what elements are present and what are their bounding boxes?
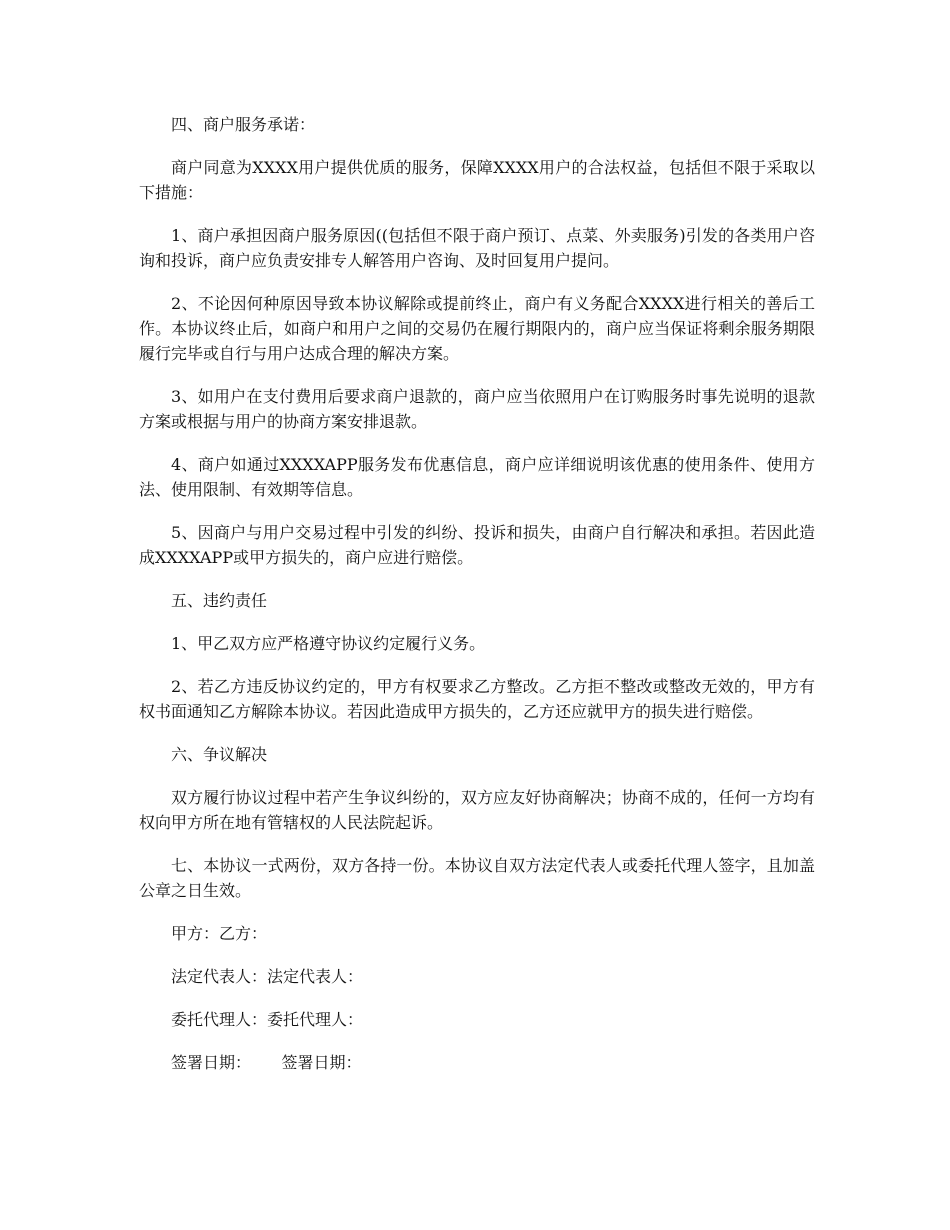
paragraph: 1、甲乙双方应严格遵守协议约定履行义务。 (171, 634, 486, 653)
signature-legal-representative-line: 法定代表人：法定代表人： (171, 967, 364, 986)
signature-date-line: 签署日期： 签署日期： (171, 1053, 362, 1072)
signature-authorized-agent-line: 委托代理人：委托代理人： (171, 1010, 364, 1029)
paragraph: 2、若乙方违反协议约定的，甲方有权要求乙方整改。乙方拒不整改或整改无效的，甲方有权书面通知乙方解除本协议。若因此造成甲方损失的，乙方还应就甲方的损失进行赔偿。 (139, 677, 815, 721)
paragraph: 4、商户如通过XXXXAPP服务发布优惠信息，商户应详细说明该优惠的使用条件、使用方法、使用限制、有效期等信息。 (139, 455, 815, 499)
paragraph: 七、本协议一式两份，双方各持一份。本协议自双方法定代表人或委托代理人签字，且加盖公章之日生效。 (139, 856, 815, 900)
signature-party-line: 甲方：乙方： (171, 924, 268, 943)
paragraph: 3、如用户在支付费用后要求商户退款的，商户应当依照用户在订购服务时事先说明的退款方案或根据与用户的协商方案安排退款。 (139, 387, 815, 431)
section-heading-dispute-resolution: 六、争议解决 (171, 745, 268, 764)
section-heading-breach-liability: 五、违约责任 (171, 591, 268, 610)
document-page (139, 112, 815, 1093)
paragraph: 双方履行协议过程中若产生争议纠纷的，双方应友好协商解决；协商不成的，任何一方均有权向甲方所在地有管辖权的人民法院起诉。 (139, 788, 815, 832)
paragraph: 商户同意为XXXX用户提供优质的服务，保障XXXX用户的合法权益，包括但不限于采取以下措施： (139, 158, 815, 202)
paragraph: 2、不论因何种原因导致本协议解除或提前终止，商户有义务配合XXXX进行相关的善后工作。本协议终止后，如商户和用户之间的交易仍在履行期限内的，商户应当保证将剩余服务期限履行完毕或自行与用户达成合理的解决方案。 (139, 294, 815, 363)
section-heading-merchant-commitment: 四、商户服务承诺： (171, 115, 316, 134)
paragraph: 5、因商户与用户交易过程中引发的纠纷、投诉和损失，由商户自行解决和承担。若因此造成XXXXAPP或甲方损失的，商户应进行赔偿。 (139, 523, 815, 567)
paragraph: 1、商户承担因商户服务原因((包括但不限于商户预订、点菜、外卖服务)引发的各类用户咨询和投诉，商户应负责安排专人解答用户咨询、及时回复用户提问。 (139, 226, 815, 270)
